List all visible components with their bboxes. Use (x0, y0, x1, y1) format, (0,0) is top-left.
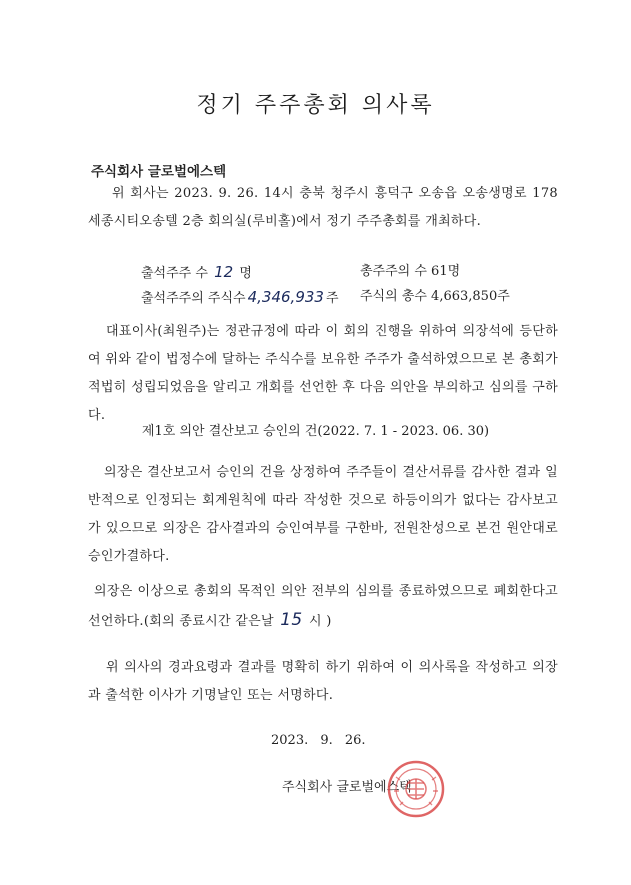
agenda-body: 의장은 결산보고서 승인의 건을 상정하여 주주들이 결산서류를 감사한 결과 일반적으로 인정되는 회계원칙에 따라 작성한 것으로 하등이의가 없다는 감사보고가 있으므로 의장은 감사결과의 승인여부를 구한바, 전원찬성으로 본건 원안대로 승인가결하다. (88, 465, 558, 564)
agenda-title: 제1호 의안 결산보고 승인의 건(2022. 7. 1 - 2023. 06. 30) (141, 424, 490, 439)
attending-shares-unit: 주 (325, 291, 339, 306)
intro-paragraph: 위 회사는 2023. 9. 26. 14시 충북 청주시 흥덕구 오송읍 오송생명로 178 세종시티오송텔 2층 회의실(루비홀)에서 정기 주주총회를 개최하다. (88, 186, 558, 229)
closing-paragraph (88, 578, 558, 636)
closing-hour: 15 (280, 610, 303, 630)
document-date: 2023. 9. 26. (271, 733, 366, 748)
closing-suffix: 시 ) (308, 614, 332, 629)
attending-shares-label: 출석주주의 주식수 (141, 291, 246, 306)
attending-count-label: 출석주주 수 (141, 266, 208, 281)
attending-count-value: 12 (214, 263, 234, 281)
attending-count-unit: 명 (239, 266, 252, 281)
attending-shares-line (141, 283, 339, 313)
signature-company: 주식회사 글로벌에스텍 (282, 780, 412, 795)
attending-shares-value: 4,346,933 (247, 288, 324, 306)
total-holders: 총주주의 수 61명 (360, 264, 461, 279)
opening-paragraph: 대표이사(최원주)는 정관규정에 따라 이 회의 진행을 위하여 의장석에 등단하여 위와 같이 법정수에 달하는 주식수를 보유한 주주가 출석하였으므로 본 총회가 적법히 성립되었음을 알리고 개회를 선언한 후 다음 의안을 부의하고 심의를 구하다. (88, 324, 558, 423)
company-heading: 주식회사 글로벌에스텍 (91, 164, 227, 180)
total-shares: 주식의 총수 4,663,850주 (360, 289, 510, 304)
record-statement: 위 의사의 경과요령과 결과를 명확히 하기 위하여 이 의사록을 작성하고 의장과 출석한 이사가 기명날인 또는 서명하다. (88, 660, 558, 703)
company-seal-icon (386, 759, 446, 819)
document-title: 정기 주주총회 의사록 (196, 93, 435, 118)
closing-prefix: 의장은 이상으로 총회의 목적인 의안 전부의 심의를 종료하였으므로 폐회한다고 선언하다.(회의 종료시간 같은날 (88, 584, 558, 629)
